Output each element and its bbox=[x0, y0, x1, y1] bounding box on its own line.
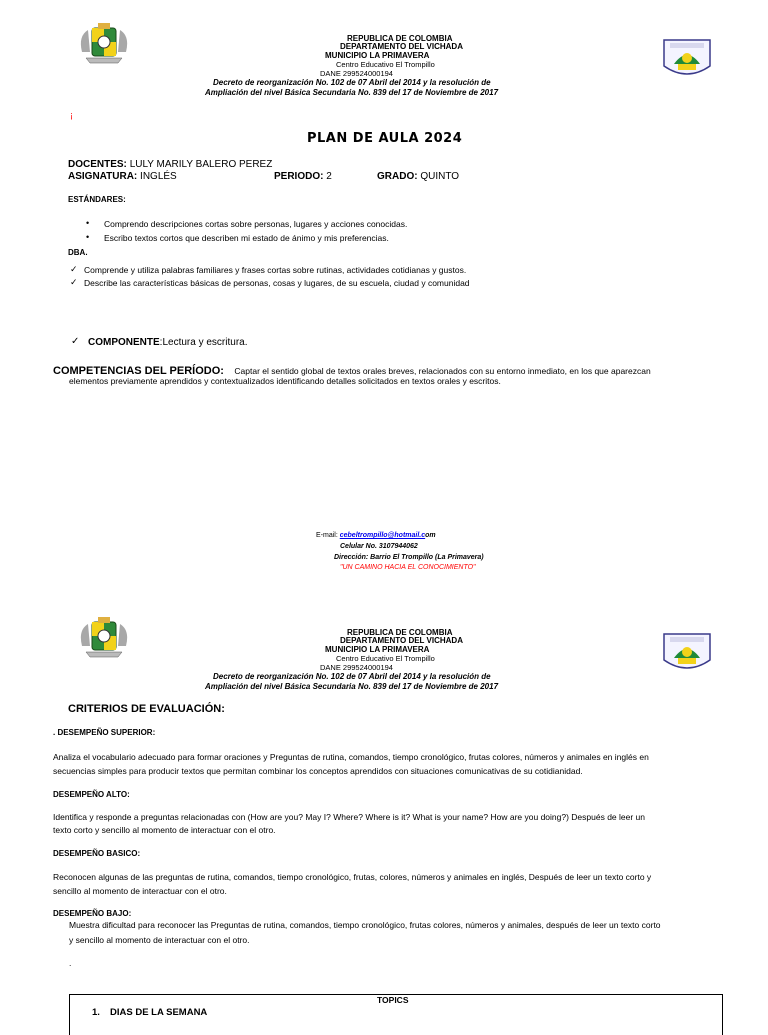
header-dane: DANE 299524000194 bbox=[320, 69, 393, 78]
header-decree: Decreto de reorganización No. 102 de 07 Abril del 2014 y la resolución de bbox=[213, 672, 491, 681]
header-school: Centro Educativo El Trompillo bbox=[336, 654, 435, 663]
superior-line1: Analiza el vocabulario adecuado para formar oraciones y Preguntas de rutina, comandos, tiempo cronológico, frutas colores, números y animales en inglés en bbox=[53, 752, 649, 762]
header-department: DEPARTAMENTO DEL VICHADA bbox=[340, 636, 463, 645]
asignatura-row bbox=[68, 170, 177, 183]
asignatura-label: ASIGNATURA: bbox=[68, 171, 138, 182]
bajo-line2: y sencillo al momento de interactuar con el otro. bbox=[69, 935, 250, 945]
footer-motto: "UN CAMINO HACIA EL CONOCIMIENTO" bbox=[340, 564, 476, 571]
footer-address bbox=[334, 554, 484, 561]
grado-label: GRADO: bbox=[377, 171, 418, 182]
basico-line2: sencillo al momento de interactuar con el otro. bbox=[53, 886, 227, 896]
header-school: Centro Educativo El Trompillo bbox=[336, 60, 435, 69]
municipal-coat-of-arms-icon bbox=[78, 22, 130, 66]
topics-title: TOPICS bbox=[377, 995, 409, 1005]
header-decree: Decreto de reorganización No. 102 de 07 Abril del 2014 y la resolución de bbox=[213, 78, 491, 87]
school-shield-icon bbox=[662, 36, 712, 80]
basico-label: DESEMPEÑO BASICO: bbox=[53, 849, 141, 858]
stray-mark: ¡ bbox=[70, 110, 73, 120]
superior-label: . DESEMPEÑO SUPERIOR: bbox=[53, 728, 156, 737]
periodo-label: PERIODO: bbox=[274, 171, 324, 182]
componente-label: COMPONENTE bbox=[88, 337, 160, 348]
topics-table bbox=[69, 994, 723, 1035]
page-title: PLAN DE AULA 2024 bbox=[307, 131, 463, 146]
header-municipality: MUNICIPIO LA PRIMAVERA bbox=[325, 645, 430, 654]
docentes-value: LULY MARILY BALERO PEREZ bbox=[129, 159, 273, 170]
dba-item: Describe las características básicas de personas, cosas y lugares, de su escuela, ciudad y comunidad bbox=[84, 278, 470, 288]
estandares-label: ESTÁNDARES: bbox=[68, 195, 126, 204]
school-shield-icon bbox=[662, 630, 712, 674]
footer-phone bbox=[340, 543, 418, 550]
footer-phone-text: Celular No. 3107944062 bbox=[340, 543, 418, 550]
alto-line2: texto corto y sencillo al momento de interactuar con el otro. bbox=[53, 825, 276, 835]
alto-line1: Identifica y responde a preguntas relacionadas con (How are you? May I? Where? Where is it? What is your name? How are you doing?) Después de leer un bbox=[53, 812, 646, 822]
footer-email bbox=[316, 532, 436, 539]
header-republic: REPUBLICA DE COLOMBIA bbox=[347, 628, 453, 637]
periodo-row bbox=[274, 170, 332, 183]
footer-email-tail: om bbox=[425, 532, 436, 539]
checkmark-icon: ✓ bbox=[70, 264, 78, 274]
componente-value: :Lectura y escritura. bbox=[159, 337, 248, 348]
estandar-item: Escribo textos cortos que describen mi estado de ánimo y mis preferencias. bbox=[104, 233, 389, 243]
topics-item: DIAS DE LA SEMANA bbox=[110, 1007, 208, 1018]
bullet-dot-icon: • bbox=[86, 232, 90, 242]
competencias-line1: Captar el sentido global de textos orales breves, relacionados con su entorno inmediato, en los que aparezcan bbox=[234, 366, 651, 376]
header-municipality: MUNICIPIO LA PRIMAVERA bbox=[325, 51, 430, 60]
bajo-line1: Muestra dificultad para reconocer las Preguntas de rutina, comandos, tiempo cronológico, frutas colores, números y animales, después de leer un texto corto bbox=[69, 920, 661, 930]
periodo-value: 2 bbox=[326, 171, 332, 182]
header-ampliacion: Ampliación del nivel Básica Secundaria No. 839 del 17 de Noviembre de 2017 bbox=[205, 682, 499, 691]
checkmark-icon: ✓ bbox=[71, 336, 80, 347]
page-header-1 bbox=[0, 20, 768, 130]
docentes-label: DOCENTES: bbox=[68, 159, 127, 170]
superior-line2: secuencias simples para producir textos que permitan combinar los conceptos aprendidos con situaciones comunicativas de su cotidianidad. bbox=[53, 766, 583, 776]
componente-row bbox=[88, 336, 247, 349]
estandar-item: Comprendo descripciones cortas sobre personas, lugares y acciones conocidas. bbox=[104, 219, 408, 229]
footer-email-label: E-mail: bbox=[316, 532, 340, 539]
header-republic: REPUBLICA DE COLOMBIA bbox=[347, 34, 453, 43]
municipal-coat-of-arms-icon bbox=[78, 616, 130, 660]
criterios-title: CRITERIOS DE EVALUACIÓN: bbox=[68, 703, 225, 715]
stray-dot: . bbox=[69, 958, 72, 968]
competencias-line2: elementos previamente aprendidos y contextualizados identificando detalles solicitados en textos orales y escritos. bbox=[69, 376, 501, 386]
grado-value: QUINTO bbox=[420, 171, 460, 182]
alto-label: DESEMPEÑO ALTO: bbox=[53, 790, 130, 799]
dba-label: DBA. bbox=[68, 248, 88, 257]
dba-item: Comprende y utiliza palabras familiares y frases cortas sobre rutinas, actividades cotidianas y gustos. bbox=[84, 265, 467, 275]
grado-row bbox=[377, 170, 459, 183]
asignatura-value: INGLÉS bbox=[140, 171, 177, 182]
bajo-label: DESEMPEÑO BAJO: bbox=[53, 909, 132, 918]
topics-item-number: 1. bbox=[92, 1007, 100, 1018]
basico-line1: Reconocen algunas de las preguntas de rutina, comandos, tiempo cronológico, frutas, colores, números y animales en inglés, Después de leer un texto corto y bbox=[53, 872, 652, 882]
bullet-dot-icon: • bbox=[86, 218, 90, 228]
header-ampliacion: Ampliación del nivel Básica Secundaria No. 839 del 17 de Noviembre de 2017 bbox=[205, 88, 499, 97]
footer-email-link[interactable]: cebeltrompillo@hotmail.c bbox=[339, 532, 426, 539]
header-dane: DANE 299524000194 bbox=[320, 663, 393, 672]
header-department: DEPARTAMENTO DEL VICHADA bbox=[340, 42, 463, 51]
checkmark-icon: ✓ bbox=[70, 277, 78, 287]
competencias-label: COMPETENCIAS DEL PERÍODO: bbox=[53, 365, 224, 377]
footer-address-text: Dirección: Barrio El Trompillo (La Primavera) bbox=[334, 554, 484, 561]
